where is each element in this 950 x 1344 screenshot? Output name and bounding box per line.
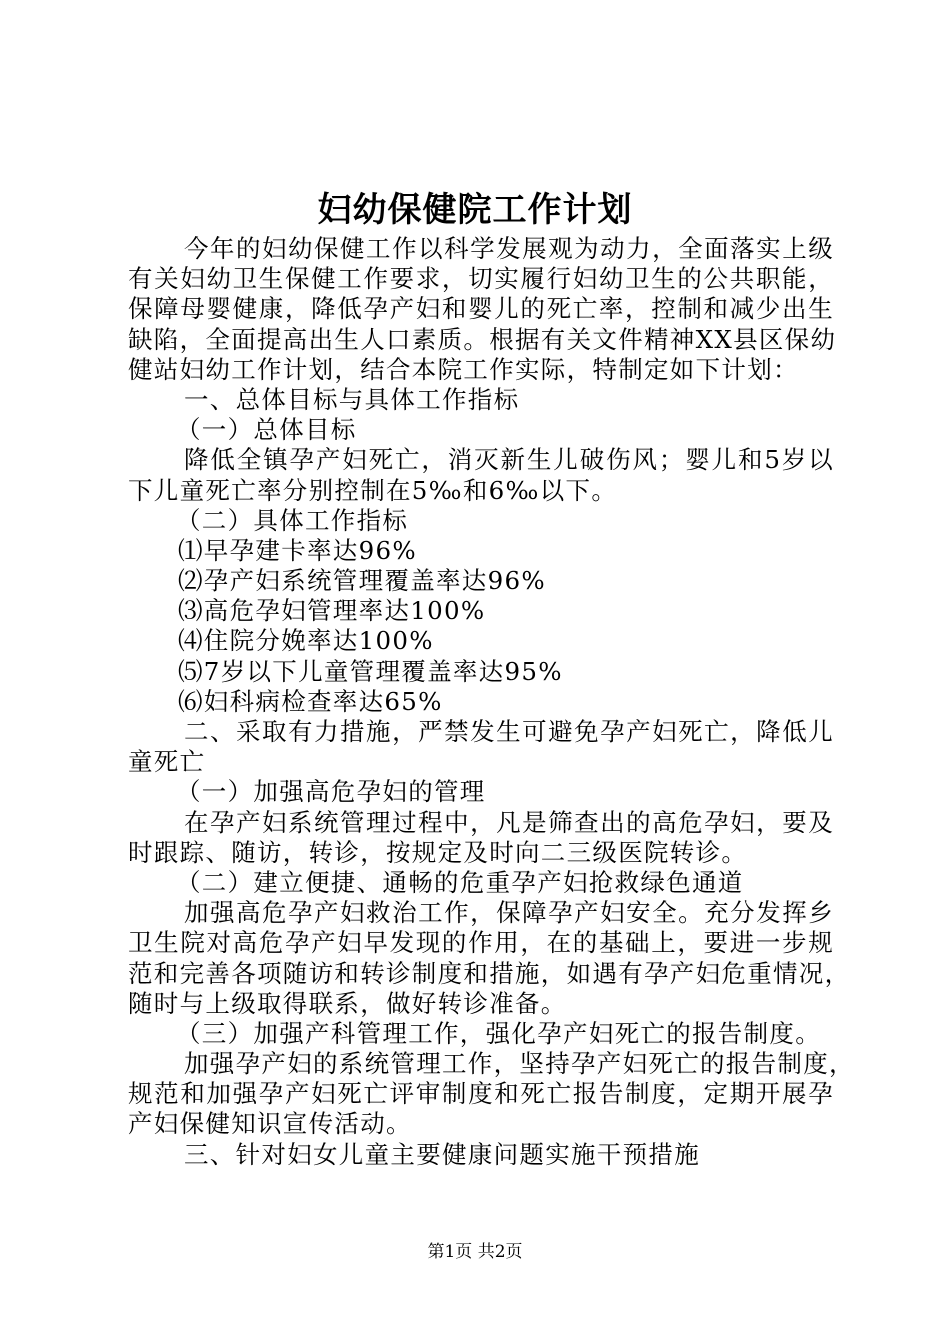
subsection-heading: （三）加强产科管理工作，强化孕产妇死亡的报告制度。 [176, 1018, 821, 1048]
body-line: 下儿童死亡率分别控制在5‰和6‰以下。 [128, 475, 618, 505]
body-line: 今年的妇幼保健工作以科学发展观为动力，全面落实上级 [184, 234, 834, 263]
body-line: 卫生院对高危孕产妇早发现的作用，在的基础上，要进一步规 [128, 928, 834, 958]
body-line: 降低全镇孕产妇死亡，消灭新生儿破伤风；婴儿和5岁以 [184, 445, 834, 475]
indicator-item: ⑶高危孕妇管理率达100% [178, 596, 486, 626]
section-heading: 三、针对妇女儿童主要健康问题实施干预措施 [184, 1139, 700, 1169]
section-heading: 二、采取有力措施，严禁发生可避免孕产妇死亡，降低儿 [184, 717, 834, 746]
indicator-item: ⑵孕产妇系统管理覆盖率达96% [178, 566, 546, 596]
subsection-heading: （二）具体工作指标 [176, 505, 409, 535]
section-heading-cont: 童死亡 [128, 747, 206, 777]
body-line: 在孕产妇系统管理过程中，凡是筛查出的高危孕妇，要及 [184, 807, 834, 837]
body-line: 范和完善各项随访和转诊制度和措施，如遇有孕产妇危重情况， [128, 958, 851, 988]
indicator-item: ⑴早孕建卡率达96% [178, 535, 417, 565]
body-line: 加强孕产妇的系统管理工作，坚持孕产妇死亡的报告制度， [184, 1049, 855, 1079]
body-line: 规范和加强孕产妇死亡评审制度和死亡报告制度，定期开展孕 [128, 1079, 834, 1109]
page-footer: 第1页 共2页 [427, 1242, 523, 1262]
body-line: 有关妇幼卫生保健工作要求，切实履行妇幼卫生的公共职能， [128, 264, 834, 294]
body-line: 缺陷，全面提高出生人口素质。根据有关文件精神XX县区保幼 [128, 324, 837, 354]
indicator-item: ⑹妇科病检查率达65% [178, 686, 443, 716]
body-line: 保障母婴健康，降低孕产妇和婴儿的死亡率，控制和减少出生 [128, 294, 834, 324]
body-line: 随时与上级取得联系，做好转诊准备。 [128, 988, 567, 1018]
subsection-heading: （二）建立便捷、通畅的危重孕产妇抢救绿色通道 [176, 867, 744, 897]
subsection-heading: （一）加强高危孕妇的管理 [176, 777, 486, 807]
body-line: 产妇保健知识宣传活动。 [128, 1109, 412, 1139]
document-body [128, 234, 855, 1170]
indicator-item: ⑷住院分娩率达100% [178, 626, 434, 656]
indicator-item: ⑸7岁以下儿童管理覆盖率达95% [178, 656, 563, 686]
subsection-heading: （一）总体目标 [176, 415, 357, 445]
body-line: 时跟踪、随访，转诊，按规定及时向二三级医院转诊。 [128, 837, 748, 867]
body-line: 健站妇幼工作计划，结合本院工作实际，特制定如下计划： [128, 354, 799, 384]
document-title: 妇幼保健院工作计划 [317, 190, 633, 230]
section-heading: 一、总体目标与具体工作指标 [184, 384, 520, 414]
body-line: 加强高危孕产妇救治工作，保障孕产妇安全。充分发挥乡 [184, 898, 834, 928]
